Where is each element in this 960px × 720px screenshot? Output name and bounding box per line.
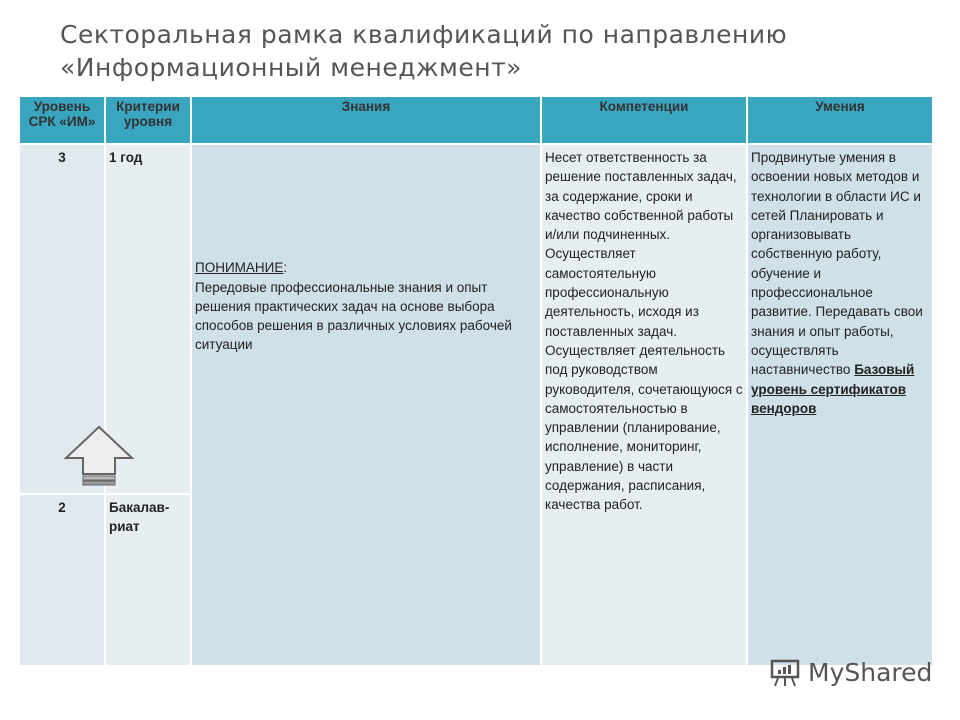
criteria-cell: 1 год [105,144,191,494]
criteria-cell: Бакалав-риат [105,494,191,666]
table-row [19,144,933,494]
header-knowledge: Знания [191,96,541,144]
page-title: Секторальная рамка квалификаций по направлению «Информационный менеджмент» [60,20,788,82]
qualification-table [18,95,934,667]
competencies-cell: Несет ответственность за решение поставленных задач, за содержание, сроки и качество собственной работы и/или подчиненных. Осуществляет самостоятельную профессиональную деятельность, исходя из поставленных задач. Осуществляет деятельность под руководством руководителя, сочетающуюся с самостоятельностью в управлении (планирование, исполнение, мониторинг, управление) в части содержания, расписания, качества работ. [541,144,747,666]
header-skills: Умения [747,96,933,144]
skills-emphasis: Базовый уровень сертификатов вендоров [751,362,915,416]
up-arrow-icon [63,424,135,488]
watermark-logo: MyShared [768,657,932,687]
knowledge-cell: ПОНИМАНИЕ: Передовые профессиональные знания и опыт решения практических задач на основе выбора способов решения в различных условиях рабочей ситуации [191,144,541,666]
header-level: Уровень СРК «ИМ» [19,96,105,144]
table-header [19,96,933,144]
presentation-icon [768,657,802,687]
header-criteria: Критерии уровня [105,96,191,144]
level-cell: 2 [19,494,105,666]
level-cell: 3 [19,144,105,494]
header-competencies: Компетенции [541,96,747,144]
skills-cell: Продвинутые умения в освоении новых методов и технологии в области ИС и сетей Планировать и организовывать собственную работу, обучение и профессиональное развитие. Передавать свои знания и опыт работы, осуществлять наставничество Базовый уровень сертификатов вендоров [747,144,933,666]
